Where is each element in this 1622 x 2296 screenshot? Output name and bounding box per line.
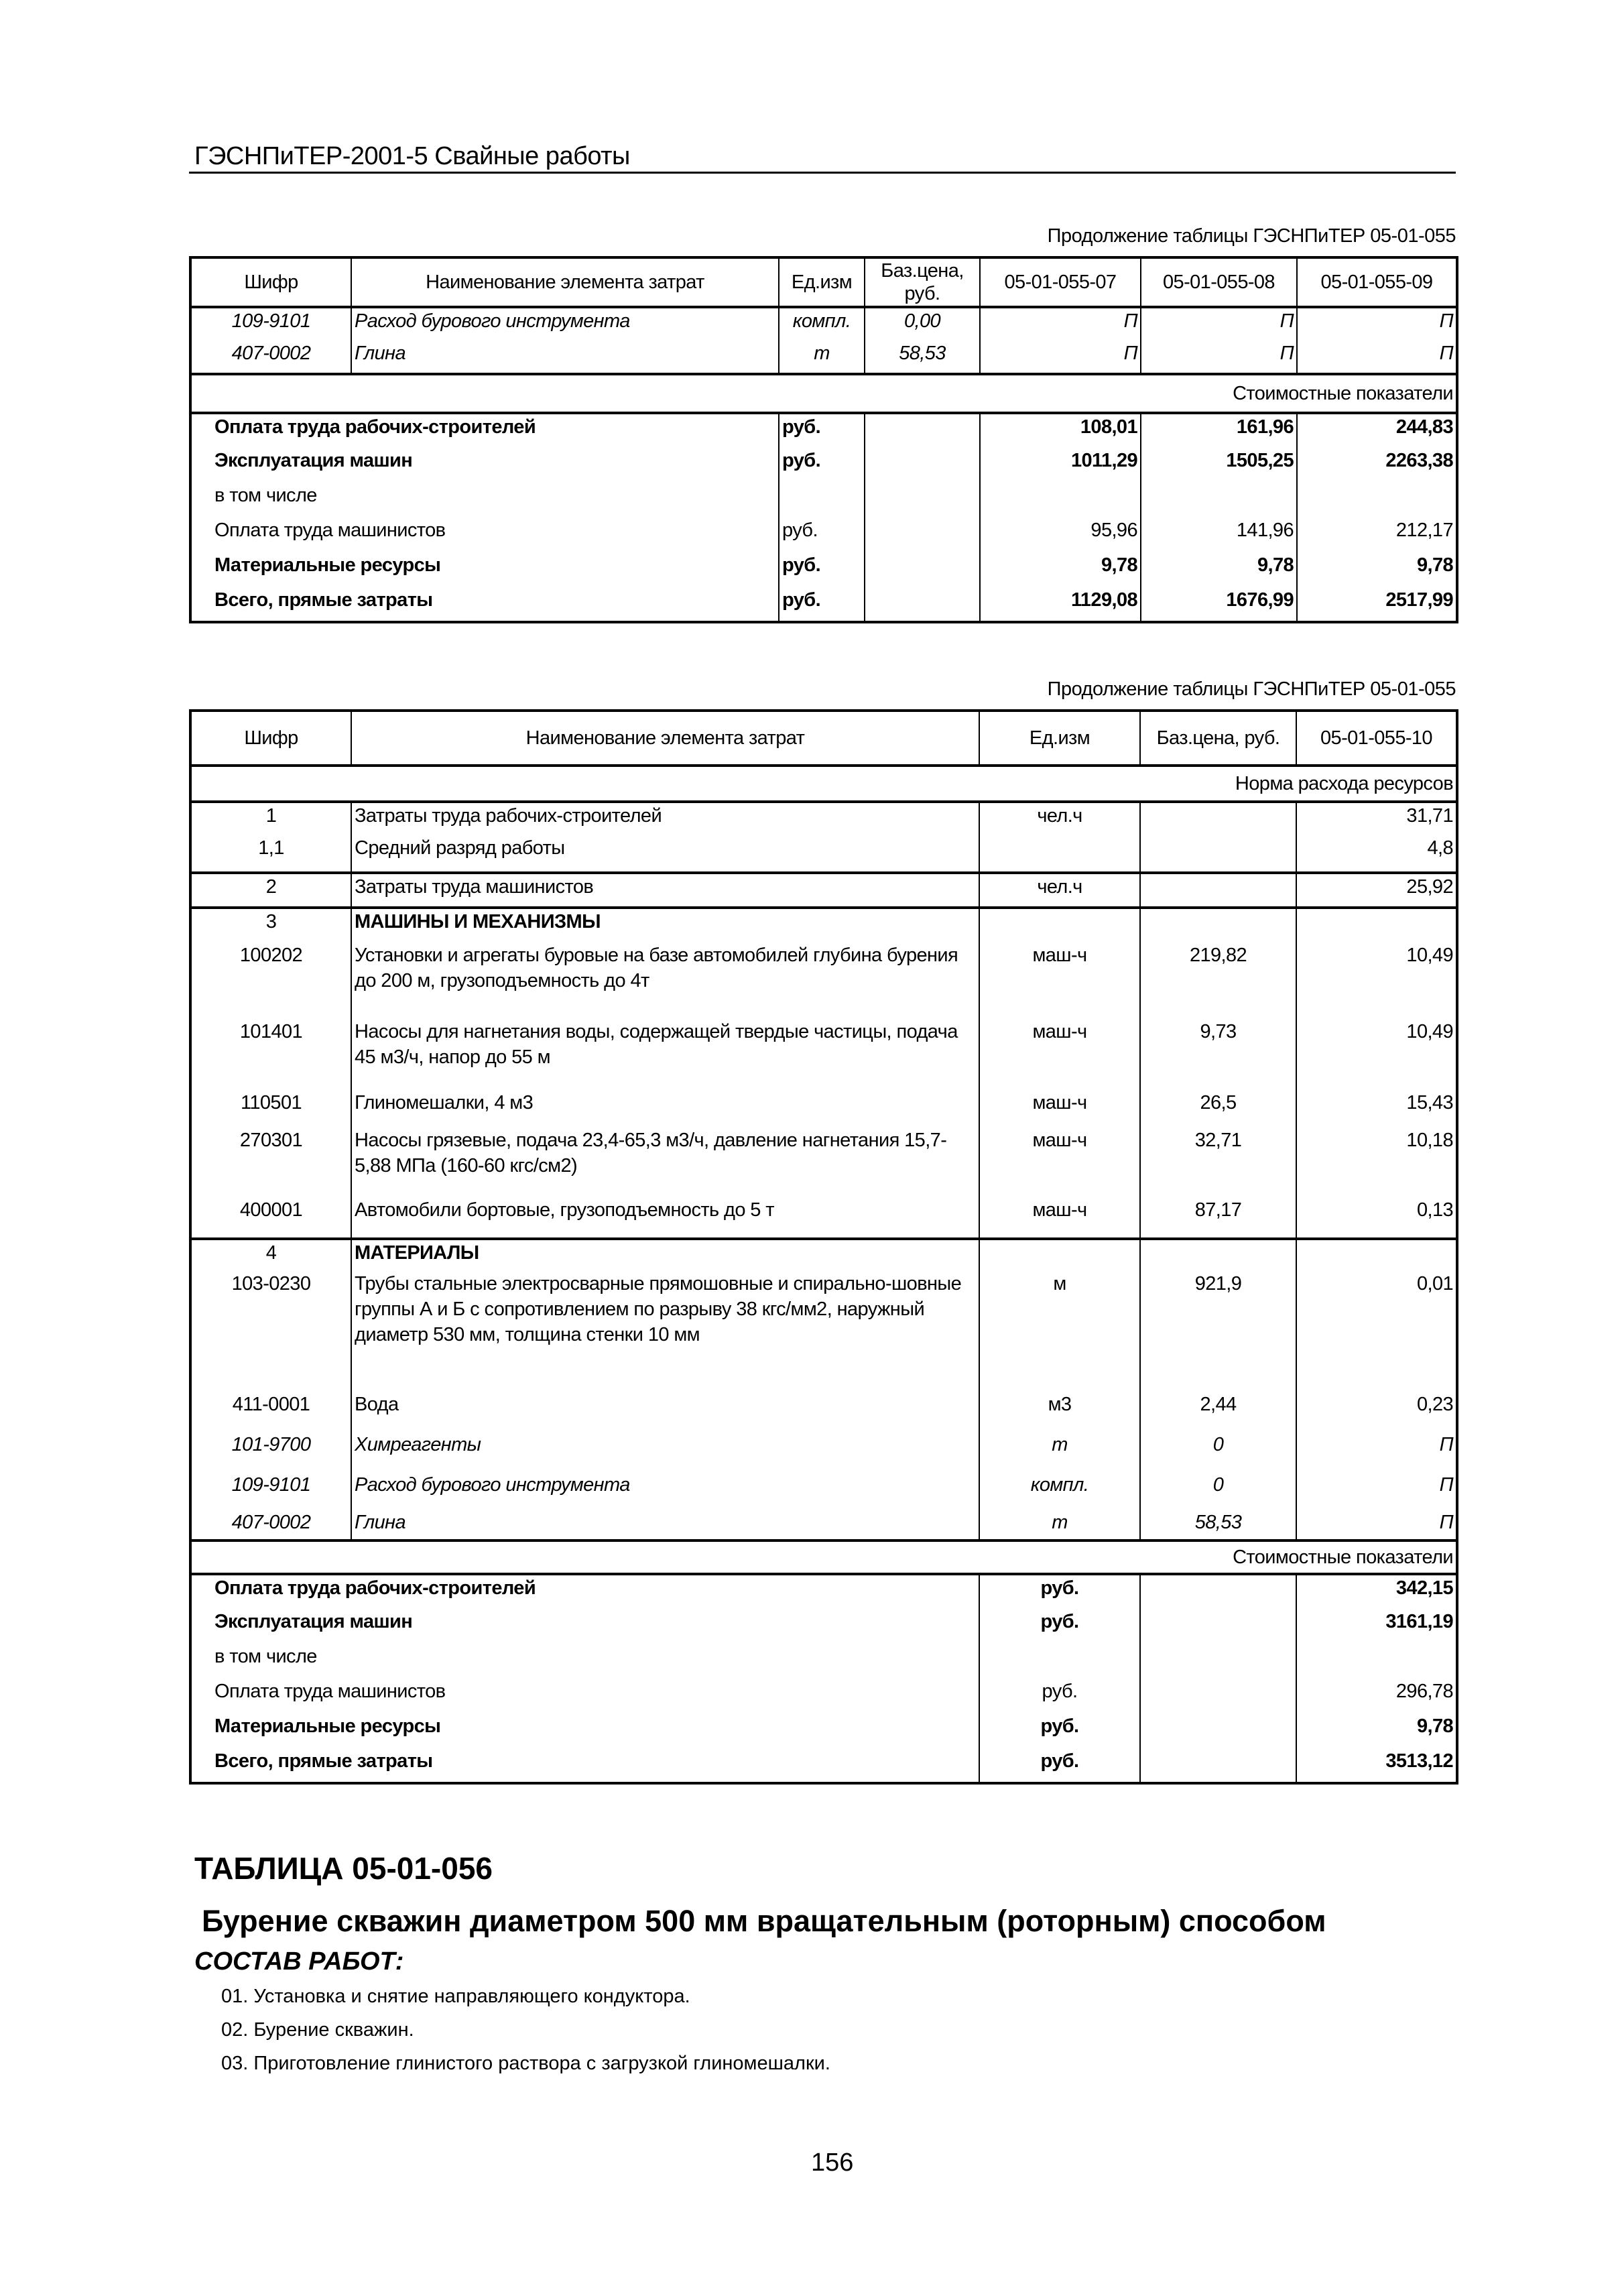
table-header-row <box>190 257 1457 307</box>
table-row <box>190 483 1457 518</box>
table-cell: Средний разряд работы <box>351 835 979 873</box>
table-cell: 4,8 <box>1296 835 1457 873</box>
table-cell: 4 <box>190 1239 351 1271</box>
table-cell <box>1140 835 1296 873</box>
table-cell <box>865 413 980 448</box>
table-cell: 32,71 <box>1140 1128 1296 1197</box>
table-cell: П <box>980 307 1141 341</box>
table-cell: Оплата труда рабочих-строителей <box>190 413 779 448</box>
table-row <box>190 835 1457 873</box>
table-cell: П <box>1141 307 1297 341</box>
table-cell: компл. <box>979 1472 1140 1510</box>
table-cell: 0,00 <box>865 307 980 341</box>
table-cell: Оплата труда рабочих-строителей <box>190 1574 979 1609</box>
table-cell: П <box>1296 1472 1457 1510</box>
table-cell <box>1140 1679 1296 1713</box>
table-cell <box>1296 908 1457 943</box>
table-row <box>190 1239 1457 1271</box>
table-cell <box>979 1644 1140 1679</box>
column-header: Наименование элемента затрат <box>351 257 779 307</box>
column-header: Баз.цена, руб. <box>1140 711 1296 766</box>
table-cell: 1129,08 <box>980 587 1141 622</box>
table-cell: т <box>779 341 865 374</box>
table-cell <box>865 587 980 622</box>
table-row <box>190 518 1457 552</box>
table-cell: чел.ч <box>979 802 1140 835</box>
table-cell: П <box>1296 1432 1457 1472</box>
table-cell: 103-0230 <box>231 1273 311 1294</box>
table-cell <box>1140 1644 1296 1679</box>
table-cell: 101-9700 <box>231 1434 311 1455</box>
table-cell: 25,92 <box>1296 873 1457 908</box>
table-cell: 108,01 <box>980 413 1141 448</box>
table-cell: П <box>1296 1510 1457 1540</box>
section-label: Норма расхода ресурсов <box>190 766 1457 802</box>
table-cell: руб. <box>779 518 865 552</box>
table-cell: руб. <box>979 1574 1140 1609</box>
table-row <box>190 1271 1457 1392</box>
table-cell: П <box>1141 341 1297 374</box>
table-cell: руб. <box>779 552 865 587</box>
table-row <box>190 1748 1457 1783</box>
table-cell: МАТЕРИАЛЫ <box>351 1239 979 1271</box>
column-header: 05-01-055-10 <box>1296 711 1457 766</box>
table-cell: 0,23 <box>1296 1392 1457 1432</box>
table-cell: 219,82 <box>1140 943 1296 1019</box>
table-cell: Насосы для нагнетания воды, содержащей твердые частицы, подача 45 м3/ч, напор до 55 м <box>351 1019 979 1090</box>
table-row <box>190 1392 1457 1432</box>
column-header: 05-01-055-09 <box>1297 257 1457 307</box>
table-cell: 921,9 <box>1140 1271 1296 1392</box>
table-cell: 87,17 <box>1140 1197 1296 1239</box>
table-cell: 1011,29 <box>980 448 1141 483</box>
table-row <box>190 1432 1457 1472</box>
column-header: Ед.изм <box>979 711 1140 766</box>
work-item: 01. Установка и снятие направляющего кондуктора. <box>221 1986 690 2007</box>
table-cell: 161,96 <box>1141 413 1297 448</box>
table-row <box>190 908 1457 943</box>
table-cell: П <box>1297 341 1457 374</box>
table-cell: м3 <box>979 1392 1140 1432</box>
table-row <box>190 1609 1457 1644</box>
table-cell: 3 <box>190 908 351 943</box>
table-cell: 342,15 <box>1296 1574 1457 1609</box>
table-cell: маш-ч <box>979 1019 1140 1090</box>
table-cell: Расход бурового инструмента <box>351 307 779 341</box>
table-cell: 109-9101 <box>231 310 311 332</box>
table-cell: 1676,99 <box>1141 587 1297 622</box>
table-cell: 58,53 <box>865 341 980 374</box>
table-cell: Эксплуатация машин <box>214 1611 413 1632</box>
table-cell: 9,78 <box>1297 552 1457 587</box>
column-header: Ед.изм <box>779 257 865 307</box>
table-cell <box>1140 802 1296 835</box>
table-cell <box>1140 1713 1296 1748</box>
table-cell: 141,96 <box>1141 518 1297 552</box>
table-cell: 2517,99 <box>1297 587 1457 622</box>
table-cell: 10,49 <box>1296 1019 1457 1090</box>
table-cell: МАШИНЫ И МЕХАНИЗМЫ <box>351 908 979 943</box>
table-cell: 296,78 <box>1296 1679 1457 1713</box>
table-subtitle: Бурение скважин диаметром 500 мм вращательным (роторным) способом <box>202 1904 1326 1938</box>
table-cell: в том числе <box>214 1646 317 1667</box>
table-cell <box>779 483 865 518</box>
table-cell: 31,71 <box>1296 802 1457 835</box>
table-cell: Всего, прямые затраты <box>214 1750 433 1772</box>
column-header: Баз.цена, руб. <box>865 257 980 307</box>
table-cell: 101401 <box>239 1021 303 1042</box>
table-cell: 407-0002 <box>231 343 311 364</box>
table-cell <box>1140 1239 1296 1271</box>
table-cell <box>1140 1609 1296 1644</box>
running-head: ГЭСНПиТЕР-2001-5 Свайные работы <box>194 142 630 170</box>
table-cell: 1 <box>190 802 351 835</box>
table-cell: 109-9101 <box>231 1474 311 1496</box>
header-rule <box>189 172 1456 174</box>
table-cell <box>1140 1748 1296 1783</box>
table-cell: 400001 <box>239 1199 303 1221</box>
table-cell <box>1141 483 1297 518</box>
column-header: Шифр <box>190 711 351 766</box>
table1-caption: Продолжение таблицы ГЭСНПиТЕР 05-01-055 <box>1047 225 1456 247</box>
table-cell: 0 <box>1140 1472 1296 1510</box>
table-row <box>190 1644 1457 1679</box>
column-header: Шифр <box>190 257 351 307</box>
table-cell: Глина <box>351 1510 979 1540</box>
table-cell: 1505,25 <box>1141 448 1297 483</box>
table-cell: Затраты труда рабочих-строителей <box>351 802 979 835</box>
table-cell: Расход бурового инструмента <box>351 1472 979 1510</box>
table-cell <box>979 835 1140 873</box>
section-row <box>190 1540 1457 1574</box>
table-cell: 9,78 <box>1296 1713 1457 1748</box>
table-row <box>190 1510 1457 1540</box>
table-cell: руб. <box>779 587 865 622</box>
table-row <box>190 802 1457 835</box>
table-row <box>190 448 1457 483</box>
section-row <box>190 374 1457 413</box>
table-cell: м <box>979 1271 1140 1392</box>
table-cell: маш-ч <box>979 1090 1140 1128</box>
table-cell: Материальные ресурсы <box>214 554 441 576</box>
table-cell: маш-ч <box>979 943 1140 1019</box>
table-cell: чел.ч <box>979 873 1140 908</box>
table-cell <box>1140 873 1296 908</box>
table-cell: руб. <box>979 1713 1140 1748</box>
table-cell: т <box>979 1510 1140 1540</box>
table-cell: 10,49 <box>1296 943 1457 1019</box>
table-row <box>190 1472 1457 1510</box>
table-cell <box>865 518 980 552</box>
table-cell: 270301 <box>239 1130 303 1151</box>
table-row <box>190 943 1457 1019</box>
table-cell: 9,78 <box>1141 552 1297 587</box>
table-cell: 0,13 <box>1296 1197 1457 1239</box>
table-cell: 9,78 <box>980 552 1141 587</box>
table-cell: 15,43 <box>1296 1090 1457 1128</box>
table-cell: 407-0002 <box>231 1512 311 1533</box>
table-cell: Затраты труда машинистов <box>351 873 979 908</box>
table-row <box>190 341 1457 374</box>
table-row <box>190 1128 1457 1197</box>
table-cell: 0 <box>1140 1432 1296 1472</box>
column-header: Наименование элемента затрат <box>351 711 979 766</box>
table-cell <box>980 483 1141 518</box>
table-cell: 26,5 <box>1140 1090 1296 1128</box>
table-cell: т <box>979 1432 1140 1472</box>
table-cell: Оплата труда машинистов <box>214 1681 446 1702</box>
table-row <box>190 1574 1457 1609</box>
table-cell: 244,83 <box>1297 413 1457 448</box>
table-05-01-055-part1 <box>189 256 1458 623</box>
table-cell: маш-ч <box>979 1197 1140 1239</box>
table-cell: Трубы стальные электросварные прямошовные и спирально-шовные группы А и Б с сопротивлением по разрыву 38 кгс/мм2, наружный диаметр 530 мм, толщина стенки 10 мм <box>351 1271 979 1392</box>
table-cell: 58,53 <box>1140 1510 1296 1540</box>
table-cell: 10,18 <box>1296 1128 1457 1197</box>
composition-label: СОСТАВ РАБОТ: <box>194 1947 404 1976</box>
table-row <box>190 1713 1457 1748</box>
table-cell: руб. <box>779 413 865 448</box>
table-cell: Эксплуатация машин <box>214 450 413 471</box>
table-header-row <box>190 711 1457 766</box>
table-row <box>190 1679 1457 1713</box>
table-row <box>190 413 1457 448</box>
table-row <box>190 552 1457 587</box>
table-title: ТАБЛИЦА 05-01-056 <box>194 1851 493 1886</box>
page-number: 156 <box>811 2149 854 2177</box>
table-cell: руб. <box>979 1679 1140 1713</box>
table2-caption: Продолжение таблицы ГЭСНПиТЕР 05-01-055 <box>1047 678 1456 700</box>
section-label: Стоимостные показатели <box>190 374 1457 413</box>
table-cell: 110501 <box>240 1092 302 1113</box>
table-cell: в том числе <box>214 485 317 506</box>
table-row <box>190 1090 1457 1128</box>
table-row <box>190 587 1457 622</box>
table-row <box>190 1197 1457 1239</box>
table-cell <box>865 483 980 518</box>
table-cell: Всего, прямые затраты <box>214 589 433 611</box>
table-row <box>190 307 1457 341</box>
table-cell: руб. <box>979 1609 1140 1644</box>
table-cell: руб. <box>779 448 865 483</box>
table-cell <box>979 1239 1140 1271</box>
table-row <box>190 1019 1457 1090</box>
table-cell: Глиномешалки, 4 м3 <box>351 1090 979 1128</box>
table-cell: маш-ч <box>979 1128 1140 1197</box>
table-cell <box>1297 483 1457 518</box>
table-cell: 95,96 <box>980 518 1141 552</box>
section-label: Стоимостные показатели <box>190 1540 1457 1574</box>
table-cell: 1,1 <box>258 837 284 859</box>
table-cell: 0,01 <box>1296 1271 1457 1392</box>
table-cell <box>1296 1644 1457 1679</box>
table-cell: 2,44 <box>1140 1392 1296 1432</box>
table-cell <box>1140 1574 1296 1609</box>
table-cell <box>865 448 980 483</box>
column-header: 05-01-055-07 <box>980 257 1141 307</box>
table-cell: 411-0001 <box>232 1394 310 1415</box>
table-cell: Глина <box>351 341 779 374</box>
table-cell: Вода <box>351 1392 979 1432</box>
work-item: 03. Приготовление глинистого раствора с загрузкой глиномешалки. <box>221 2053 830 2074</box>
table-cell <box>865 552 980 587</box>
table-cell: 212,17 <box>1297 518 1457 552</box>
table-cell: Установки и агрегаты буровые на базе автомобилей глубина бурения до 200 м, грузоподъемность до 4т <box>351 943 979 1019</box>
table-cell: Химреагенты <box>351 1432 979 1472</box>
table-cell <box>979 908 1140 943</box>
table-cell: 3161,19 <box>1296 1609 1457 1644</box>
table-cell: Насосы грязевые, подача 23,4-65,3 м3/ч, давление нагнетания 15,7-5,88 МПа (160-60 кгс/см2) <box>351 1128 979 1197</box>
section-row <box>190 766 1457 802</box>
table-cell: П <box>1297 307 1457 341</box>
table-cell: Материальные ресурсы <box>214 1715 441 1737</box>
table-cell: 9,73 <box>1140 1019 1296 1090</box>
table-05-01-055-part2 <box>189 709 1458 1785</box>
table-cell <box>1296 1239 1457 1271</box>
table-cell: 100202 <box>239 945 303 966</box>
table-cell: компл. <box>779 307 865 341</box>
column-header: 05-01-055-08 <box>1141 257 1297 307</box>
table-cell: 3513,12 <box>1296 1748 1457 1783</box>
table-cell: П <box>980 341 1141 374</box>
table-cell: Оплата труда машинистов <box>214 520 446 541</box>
table-cell: 2263,38 <box>1297 448 1457 483</box>
table-cell: руб. <box>979 1748 1140 1783</box>
table-row <box>190 873 1457 908</box>
table-cell <box>1140 908 1296 943</box>
table-cell: Автомобили бортовые, грузоподъемность до 5 т <box>351 1197 979 1239</box>
work-item: 02. Бурение скважин. <box>221 2019 414 2041</box>
table-cell: 2 <box>190 873 351 908</box>
